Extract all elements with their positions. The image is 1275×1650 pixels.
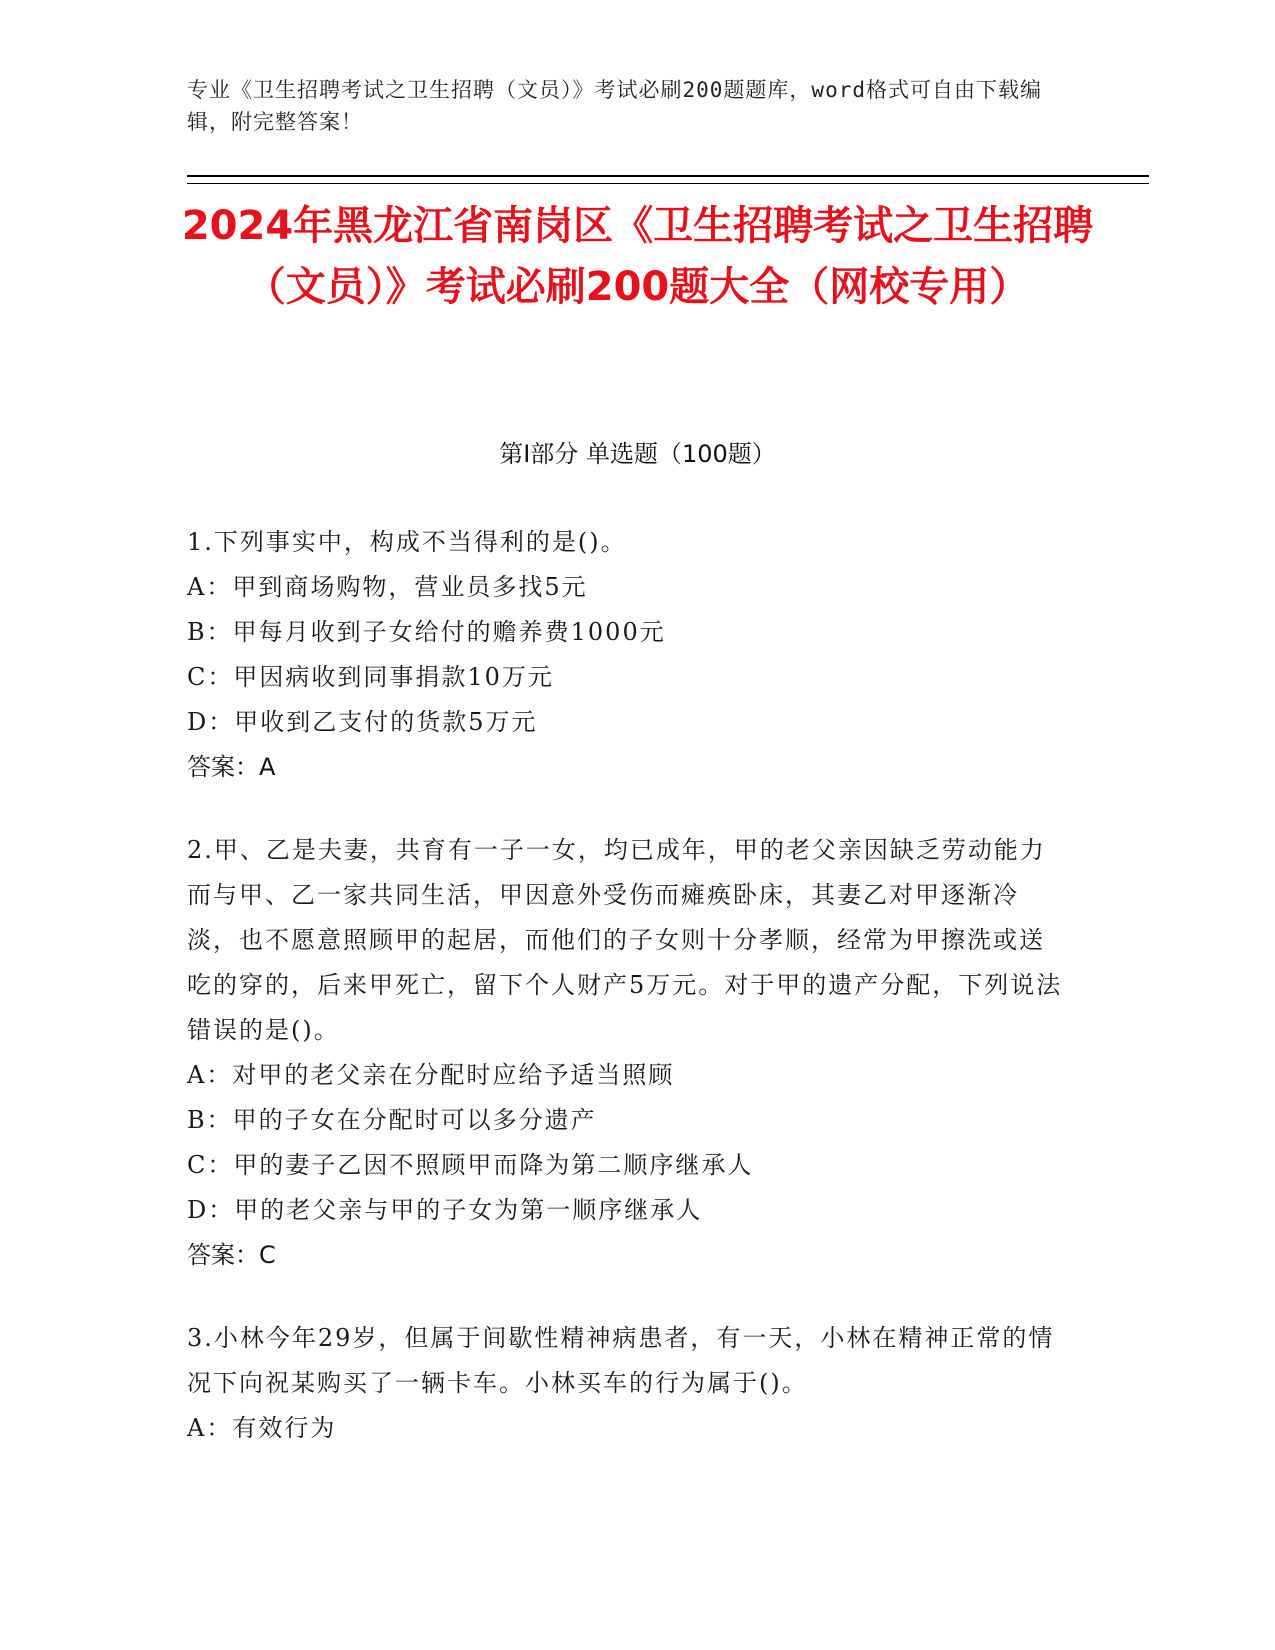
question-2 xyxy=(187,828,1067,1278)
header-note: 专业《卫生招聘考试之卫生招聘（文员）》考试必刷200题题库，word格式可自由下载编辑，附完整答案！ xyxy=(187,78,1042,134)
option-d: D：甲收到乙支付的货款5万元 xyxy=(187,708,538,736)
option-a: A：甲到商场购物，营业员多找5元 xyxy=(187,573,588,601)
question-1 xyxy=(187,520,1067,790)
header-divider-thin xyxy=(187,183,1149,184)
option-b: B：甲的子女在分配时可以多分遗产 xyxy=(187,1106,597,1134)
header-divider-thick xyxy=(187,175,1149,177)
question-list xyxy=(187,520,1067,1489)
document-title: 2024年黑龙江省南岗区《卫生招聘考试之卫生招聘（文员）》考试必刷200题大全（网校专用） xyxy=(181,203,1094,310)
option-c: C：甲的妻子乙因不照顾甲而降为第二顺序继承人 xyxy=(187,1151,754,1179)
option-d: D：甲的老父亲与甲的子女为第一顺序继承人 xyxy=(187,1196,703,1224)
option-a: A：有效行为 xyxy=(187,1414,337,1442)
section-title: 第I部分 单选题（100题） xyxy=(499,440,776,468)
answer: 答案：C xyxy=(187,1241,276,1269)
question-stem: 3.小林今年29岁，但属于间歇性精神病患者，有一天，小林在精神正常的情况下向祝某购买了一辆卡车。小林买车的行为属于()。 xyxy=(187,1324,1055,1397)
option-b: B：甲每月收到子女给付的赡养费1000元 xyxy=(187,618,666,646)
option-c: C：甲因病收到同事捐款10万元 xyxy=(187,663,554,691)
question-3 xyxy=(187,1316,1067,1451)
answer: 答案：A xyxy=(187,753,276,781)
option-a: A：对甲的老父亲在分配时应给予适当照顾 xyxy=(187,1061,675,1089)
question-stem: 2.甲、乙是夫妻，共育有一子一女，均已成年，甲的老父亲因缺乏劳动能力而与甲、乙一家共同生活，甲因意外受伤而瘫痪卧床，其妻乙对甲逐渐冷淡，也不愿意照顾甲的起居，而他们的子女则十分孝顺，经常为甲擦洗或送吃的穿的，后来甲死亡，留下个人财产5万元。对于甲的遗产分配，下列说法错误的是()。 xyxy=(187,836,1063,1044)
question-stem: 1.下列事实中，构成不当得利的是()。 xyxy=(187,528,627,556)
